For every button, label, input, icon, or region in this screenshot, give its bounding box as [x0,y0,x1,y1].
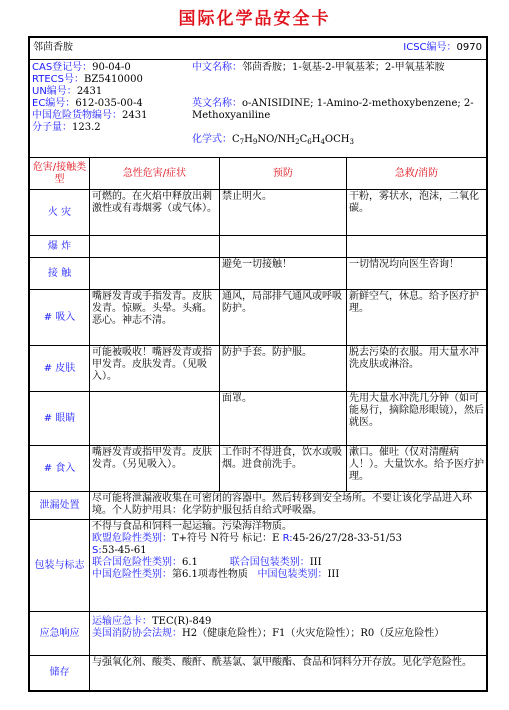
hazard-type: 火 灾 [30,190,90,235]
hazard-type: 接 触 [30,258,90,289]
hazard-type: # 食入 [30,446,90,491]
chinese-name-line: 中文名称：邻茴香胺；1-氨基-2-甲氧基苯；2-甲氧基苯胺 [192,62,445,73]
hazard-type: # 皮肤 [30,346,90,391]
spill-label: 泄漏处置 [30,492,90,519]
hazard-type: 爆 炸 [30,236,90,257]
hazard-prevention: 通风，局部排气通风或呼吸防护。 [220,290,347,345]
hazard-symptoms [90,236,220,257]
emergency-label: 应急响应 [30,612,90,655]
chemical-name: 邻茴香胺 [33,42,73,53]
cn-dangerous-goods-line: 中国危险货物编号：2431 [32,110,148,121]
un-line: UN编号：2431 [32,86,103,97]
icsc-number: ICSC编号：0970 [403,42,482,53]
storage-label: 储存 [30,656,90,690]
hazard-row-ingestion [30,446,486,492]
hazard-prevention: 面罩。 [220,392,347,445]
formula-line: 化学式：$C_7H_9NO/NH_2C_6H_4OCH_3$ [192,134,354,146]
packaging-label: 包装与标志 [30,520,90,611]
hazard-prevention [220,236,347,257]
nfpa-line: 美国消防协会法规：H2（健康危险性）；F1（火灾危险性）；R0（反应危险性） [92,628,445,639]
un-classification-line: 联合国危险性类别：6.1 联合国包装类别：III [92,557,322,568]
hazard-first-aid: 脱去污染的衣服。用大量水冲洗皮肤或淋浴。 [349,347,479,370]
hazard-first-aid: 先用大量水冲洗几分钟（如可能易行，摘除隐形眼镜），然后就医。 [349,393,484,428]
hazard-prevention: 禁止明火。 [220,190,347,235]
hazard-row-inhalation [30,290,486,346]
s-phrases-line: S:53-45-61 [92,545,147,556]
cas-line: CAS登记号：90-04-0 [32,62,131,73]
hazard-symptoms [90,392,220,445]
packaging-row [30,520,486,612]
hazard-row-skin [30,346,486,392]
english-name-line: 英文名称：o-ANISIDINE; 1-Amino-2-methoxybenzene; 2-Methoxyaniline [192,98,474,121]
column-header-prevention: 预防 [220,158,347,189]
eu-classification-line: 欧盟危险性类别：T+符号 N符号 标记：E R:45-26/27/28-33-51/53 [92,533,402,544]
spill-text: 尽可能将泄漏液收集在可密闭的容器中。然后转移到安全场所。不要让该化学品进入环境。个人防护用具：化学防护服包括自给式呼吸器。 [92,493,472,516]
hazard-prevention: 避免一切接触！ [220,258,347,289]
ec-line: EC编号：612-035-00-4 [32,98,143,109]
card-title: 国际化学品安全卡 [178,9,331,29]
column-header-symptoms: 急性危害/症状 [90,158,220,189]
column-header-first-aid: 急救/消防 [394,167,439,179]
molecular-weight-line: 分子量：123.2 [32,122,101,133]
packaging-transport-note: 不得与食品和饲料一起运输。污染海洋物质。 [92,521,292,532]
spill-row [30,492,486,520]
cn-classification-line: 中国危险性类别：第6.1项毒性物质 中国包装类别：III [92,569,340,580]
packaging-text [90,520,486,611]
hazard-symptoms: 嘴唇发青或手指发青。皮肤发青。惊厥。头晕。头痛。恶心。神志不清。 [90,290,220,345]
hazard-first-aid: 干粉，雾状水，泡沫，二氧化碳。 [349,191,479,214]
storage-text: 与强氧化剂、酸类、酸酐、酰基氯、氯甲酸酯、食品和饲料分开存放。见化学危险性。 [92,657,472,668]
hazard-row-eyes [30,392,486,446]
hazard-first-aid: 漱口。催吐（仅对清醒病人！）。大量饮水。给予医疗护理。 [349,447,484,482]
hazard-row-contact [30,258,486,290]
hazard-type: # 吸入 [30,290,90,345]
hazard-prevention: 防护手套。防护服。 [220,346,347,391]
hazard-first-aid: 一切情况均向医生咨询！ [349,259,459,270]
hazard-row-explosion [30,236,486,258]
hazard-symptoms: 嘴唇发青或指甲发青。皮肤发青。（另见吸入）。 [90,446,220,491]
chemical-formula: $C_7H_9NO/NH_2C_6H_4OCH_3$ [232,134,354,146]
hazard-symptoms [90,258,220,289]
transport-card-line: 运输应急卡：TEC(R)-849 [92,616,212,627]
emergency-row [30,612,486,656]
rtecs-line: RTECS号：BZ5410000 [32,74,143,85]
hazard-type: # 眼睛 [30,392,90,445]
hazard-symptoms: 可燃的。在火焰中释放出刺激性或有毒烟雾（或气体）。 [90,190,220,235]
hazard-prevention: 工作时不得进食，饮水或吸烟。进食前洗手。 [220,446,347,491]
identity-section [30,60,486,158]
column-header-row [30,158,486,190]
hazard-row-fire [30,190,486,236]
hazard-first-aid [347,236,486,257]
storage-row [30,656,486,690]
hazard-first-aid: 新鲜空气，休息。给予医疗护理。 [349,291,479,314]
hazard-symptoms: 可能被吸收！嘴唇发青或指甲发青。皮肤发青。（见吸入）。 [90,346,220,391]
name-row [30,38,486,60]
safety-card [28,36,488,692]
column-header-type: 危害/接触类型 [30,158,90,189]
emergency-text [90,612,486,655]
